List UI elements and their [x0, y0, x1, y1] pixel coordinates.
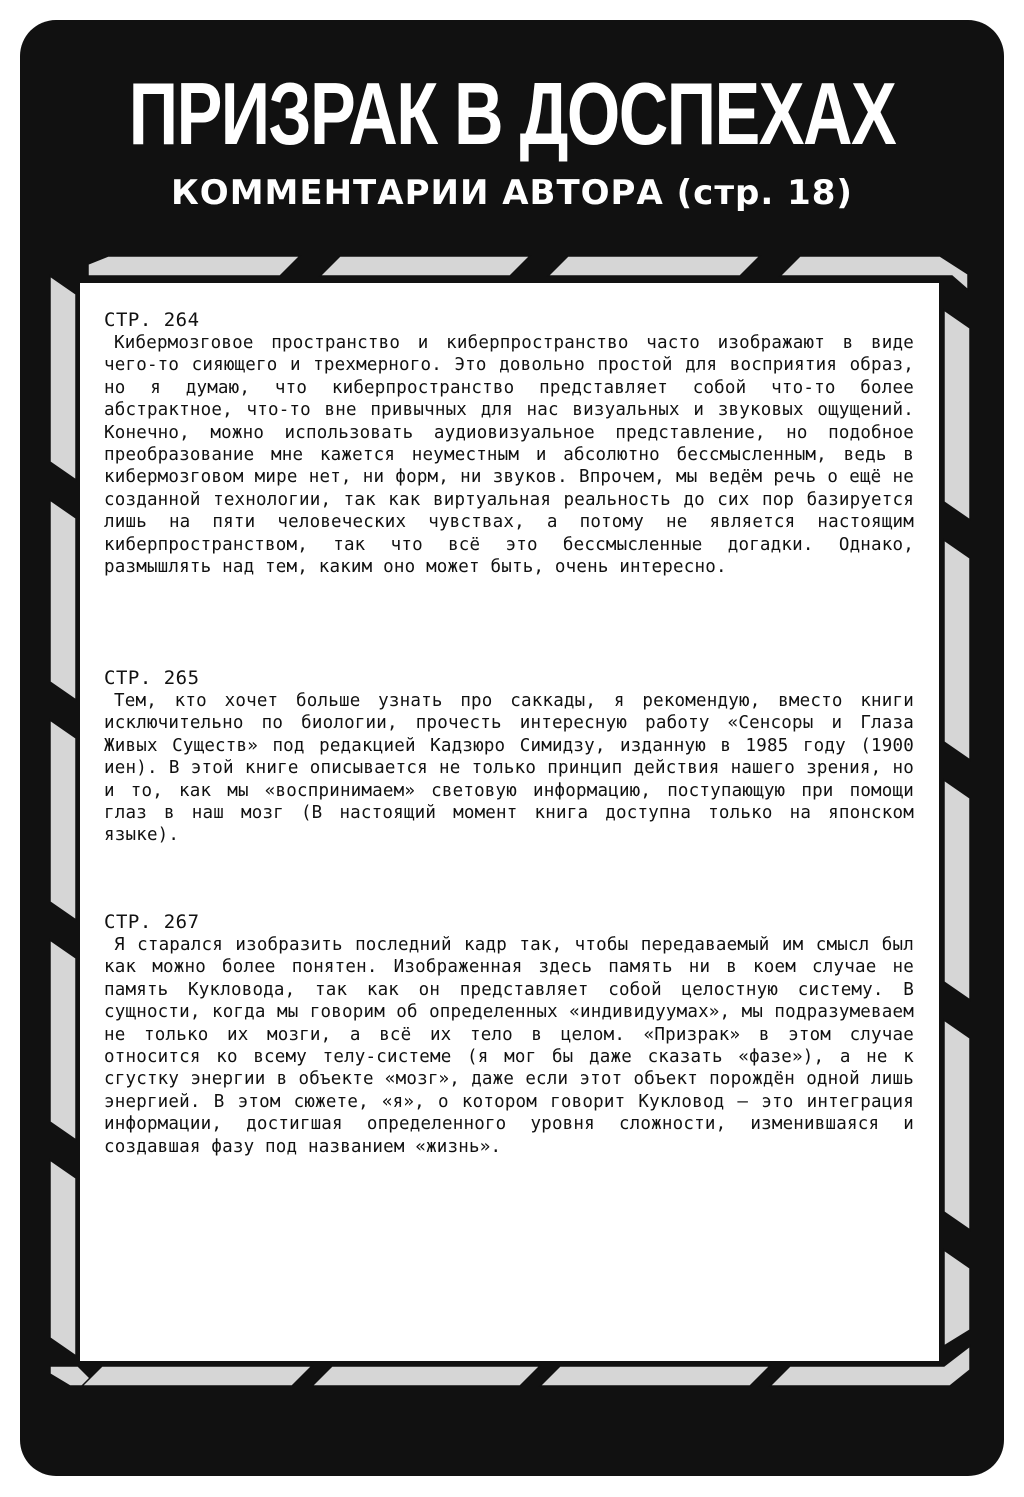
stripe-right-1 — [944, 310, 970, 520]
stripe-top-3 — [548, 256, 760, 276]
section-text: Тем, кто хочет больше узнать про саккады, я рекомендую, вместо книги исключительно по биологии, прочесть интересную работу «Сенсоры и Глаза Живых Существ» под редакцией Кадзюро Симидзу, изданную в 1985 году (1900 иен). В этой книге описывается не только принцип действия нашего зрения, но и то, как мы «воспринимаем» световую информацию, поступающую при помощи глаз в наш мозг (В настоящий момент книга доступна только на японском языке). — [104, 691, 914, 846]
section-page-267 — [104, 910, 914, 1158]
stripe-bottom-4 — [540, 1366, 770, 1386]
stripe-right-2 — [944, 540, 970, 760]
stripe-left-5 — [50, 1160, 76, 1356]
stripe-bottom-3 — [312, 1366, 540, 1386]
stripe-left-4 — [50, 940, 76, 1140]
stripe-top-2 — [320, 256, 530, 276]
page-title: ПРИЗРАК В ДОСПЕХАХ — [128, 64, 896, 163]
page-subtitle: КОММЕНТАРИИ АВТОРА (стр. 18) — [171, 173, 853, 213]
section-page-264 — [104, 308, 914, 578]
section-heading: СТР. 265 — [104, 667, 200, 689]
stripe-right-3 — [944, 780, 970, 1000]
stripe-left-3 — [50, 720, 76, 920]
section-heading: СТР. 264 — [104, 309, 200, 331]
stripe-bottom-2 — [82, 1366, 312, 1386]
section-text: Я старался изобразить последний кадр так, чтобы передаваемый им смысл был как можно более понятен. Изображенная здесь память ни в коем случае не память Кукловода, так как он представляет собой целостную систему. В сущности, когда мы говорим об определенных «индивидуумах», мы подразумеваем не только их мозги, а всё их тело в целом. «Призрак» в этом случае относится ко всему телу-системе (я мог бы даже сказать «фазе»), а не к сгустку энергии в объекте «мозг», даже если этот объект порождён одной лишь энергией. В этом сюжете, «я», о котором говорит Кукловод – это интеграция информации, достигшая определенного уровня сложности, изменившаяся и создавшая фазу под названием «жизнь». — [104, 935, 914, 1157]
stripe-right-4 — [944, 1020, 970, 1230]
section-heading: СТР. 267 — [104, 911, 200, 933]
stripe-right-5 — [944, 1250, 970, 1346]
stripe-top-1 — [88, 256, 300, 276]
section-text: Кибермозговое пространство и киберпространство часто изображают в виде чего-то сияющего и трехмерного. Это довольно простой для восприятия образ, но я думаю, что киберпространство представляет собой что-то более абстрактное, что-то вне привычных для нас визуальных и звуковых ощущений. Конечно, можно использовать аудиовизуальное представление, но подобное преобразование мне кажется неуместным и абсолютно бессмысленным, ведь в кибермозговом мире нет, ни форм, ни звуков. Впрочем, мы ведём речь о ещё не созданной технологии, так как виртуальная реальность до сих пор базируется лишь на пяти человеческих чувствах, а потому не является настоящим киберпространством, так что всё это бессмысленные догадки. Однако, размышлять над тем, каким оно может быть, очень интересно. — [104, 333, 914, 578]
stripe-left-2 — [50, 500, 76, 700]
section-page-265 — [104, 666, 914, 847]
stripe-left-1 — [50, 276, 76, 480]
